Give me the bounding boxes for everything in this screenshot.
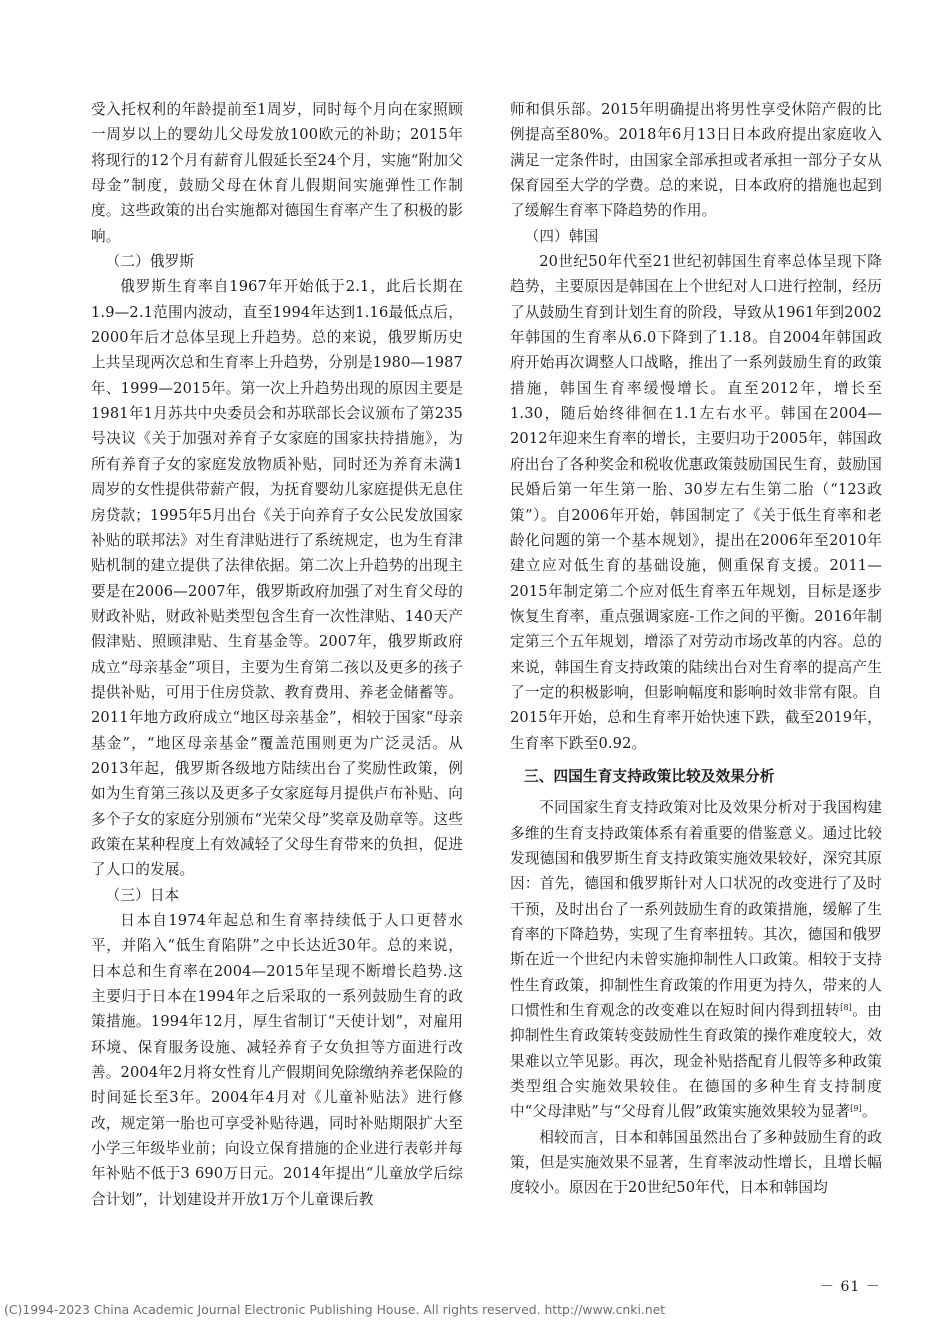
citation-ref[interactable]: [8] xyxy=(840,1003,852,1013)
paragraph: 20世纪50年代至21世纪初韩国生育率总体呈现下降趋势，主要原因是韩国在上个世纪对人口进行控制，经历了从鼓励生育到计划生育的阶段，导致从1961年到2002年韩国的生育率从6.0下降到了1.18。自2004年韩国政府开始再次调整人口战略，推出了一系列鼓励生育的政策措施，韩国生育率缓慢增长。直至2012年，增长至1.30，随后始终徘徊在1.1左右水平。韩国在2004—2012年迎来生育率的增长，主要归功于2005年，韩国政府出台了各种奖金和税收优惠政策鼓励国民生育，鼓励国民婚后第一年生第一胎、30岁左右生第二胎（“123政策”）。自2006年开始，韩国制定了《关于低生育率和老龄化问题的第一个基本规划》，提出在2006年至2010年建立应对低生育的基础设施，侧重保育支援。2011—2015年制定第二个应对低生育率五年规划，目标是逐步恢复生育率，重点强调家庭-工作之间的平衡。2016年制定第三个五年规划，增添了对劳动市场改革的内容。总的来说，韩国生育支持政策的陆续出台对生育率的提高产生了一定的积极影响，但影响幅度和影响时效非常有限。自2015年开始，总和生育率开始快速下跌，截至2019年，生育率下跌至0.92。 xyxy=(510,253,882,752)
paragraph-text: 。由抑制性生育政策转变鼓励性生育政策的操作难度较大，效果难以立竿见影。再次，现金补贴搭配育儿假等多种政策类型组合实施效果较佳。在德国的多种生育支持制度中“父母津贴”与“父母育儿假”政策实施效果较为显著 xyxy=(510,1002,882,1121)
subsection-heading-korea: （四）韩国 xyxy=(524,227,599,245)
paragraph xyxy=(510,795,882,1124)
subsection-heading-russia: （二）俄罗斯 xyxy=(105,253,195,271)
paragraph: 相较而言，日本和韩国虽然出台了多种鼓励生育的政策，但是实施效果不显著，生育率波动性增长，且增长幅度较小。原因在于20世纪50年代，日本和韩国均 xyxy=(510,1128,882,1197)
copyright-footer: (C)1994-2023 China Academic Journal Electronic Publishing House. All rights reserved. http://www.cnki.net xyxy=(4,1302,666,1317)
paragraph: 师和俱乐部。2015年明确提出将男性享受休陪产假的比例提高至80%。2018年6月13日日本政府提出家庭收入满足一定条件时，由国家全部承担或者承担一部分子女从保育园至大学的学费。总的来说，日本政府的措施也起到了缓解生育率下降趋势的作用。 xyxy=(510,101,882,220)
section-heading: 三、四国生育支持政策比较及效果分析 xyxy=(524,767,775,785)
subsection-heading-japan: （三）日本 xyxy=(105,886,180,904)
citation-ref[interactable]: [9] xyxy=(850,1104,862,1114)
paragraph: 受入托权利的年龄提前至1周岁，同时每个月向在家照顾一周岁以上的婴幼儿父母发放100欧元的补助；2015年将现行的12个月有薪育儿假延长至24个月，实施“附加父母金”制度，鼓励父母在休育儿假期间实施弹性工作制度。这些政策的出台实施都对德国生育率产生了积极的影响。 xyxy=(91,101,463,245)
paragraph: 日本自1974年起总和生育率持续低于人口更替水平，并陷入“低生育陷阱”之中长达近30年。总的来说，日本总和生育率在2004—2015年呈现不断增长趋势.这主要归于日本在1994年之后采取的一系列鼓励生育的政策措施。1994年12月，厚生省制订“天使计划”，对雇用环境、保育服务设施、减轻养育子女负担等方面进行改善。2004年2月将女性育儿产假期间免除缴纳养老保险的时间延长至3年。2004年4月对《儿童补贴法》进行修改，规定第一胎也可享受补贴待遇，同时补贴期限扩大至小学三年级毕业前；向设立保育措施的企业进行表彰并每年补贴不低于3 690万日元。2014年提出“儿童放学后综合计划”，计划建设并开放1万个儿童课后教 xyxy=(91,912,463,1208)
left-column xyxy=(91,97,463,1212)
page-number: － 61 － xyxy=(820,1279,881,1295)
paragraph-text: 。 xyxy=(861,1103,877,1121)
paragraph: 俄罗斯生育率自1967年开始低于2.1，此后长期在1.9—2.1范围内波动，直至1994年达到1.16最低点后，2000年后才总体呈现上升趋势。总的来说，俄罗斯历史上共呈现两次总和生育率上升趋势，分别是1980—1987年、1999—2015年。第一次上升趋势出现的原因主要是1981年1月苏共中央委员会和苏联部长会议颁布了第235号决议《关于加强对养育子女家庭的国家扶持措施》，为所有养育子女的家庭发放物质补贴，同时还为养育未满1周岁的女性提供带薪产假，为抚育婴幼儿家庭提供无息住房贷款；1995年5月出台《关于向养育子女公民发放国家补贴的联邦法》对生育津贴进行了系统规定，也为生育津贴机制的建立提供了法律依据。第二次上升趋势的出现主要是在2006—2007年，俄罗斯政府加强了对生育父母的财政补贴，财政补贴类型包含生育一次性津贴、140天产假津贴、照顾津贴、生育基金等。2007年，俄罗斯政府成立“母亲基金”项目，主要为生育第二孩以及更多的孩子提供补贴，可用于住房贷款、教育费用、养老金储蓄等。2011年地方政府成立“地区母亲基金”，相较于国家“母亲基金”，“地区母亲基金”覆盖范围则更为广泛灵活。从2013年起，俄罗斯各级地方陆续出台了奖励性政策，例如为生育第三孩以及更多子女家庭每月提供卢布补贴、向多个子女的家庭分别颁布“光荣父母”奖章及勋章等。这些政策在某种程度上有效减轻了父母生育带来的负担，促进了人口的发展。 xyxy=(91,278,463,879)
right-column xyxy=(510,97,882,1201)
paragraph-text: 不同国家生育支持政策对比及效果分析对于我国构建多维的生育支持政策体系有着重要的借鉴意义。通过比较发现德国和俄罗斯生育支持政策实施效果较好，深究其原因：首先，德国和俄罗斯针对人口状况的改变进行了及时干预，及时出台了一系列鼓励生育的政策措施，缓解了生育率的下降趋势，实现了生育率扭转。其次，德国和俄罗斯在近一个世纪内未曾实施抑制性人口政策。相较于支持性生育政策，抑制性生育政策的作用更为持久，带来的人口惯性和生育观念的改变难以在短时间内得到扭转 xyxy=(510,799,882,1020)
